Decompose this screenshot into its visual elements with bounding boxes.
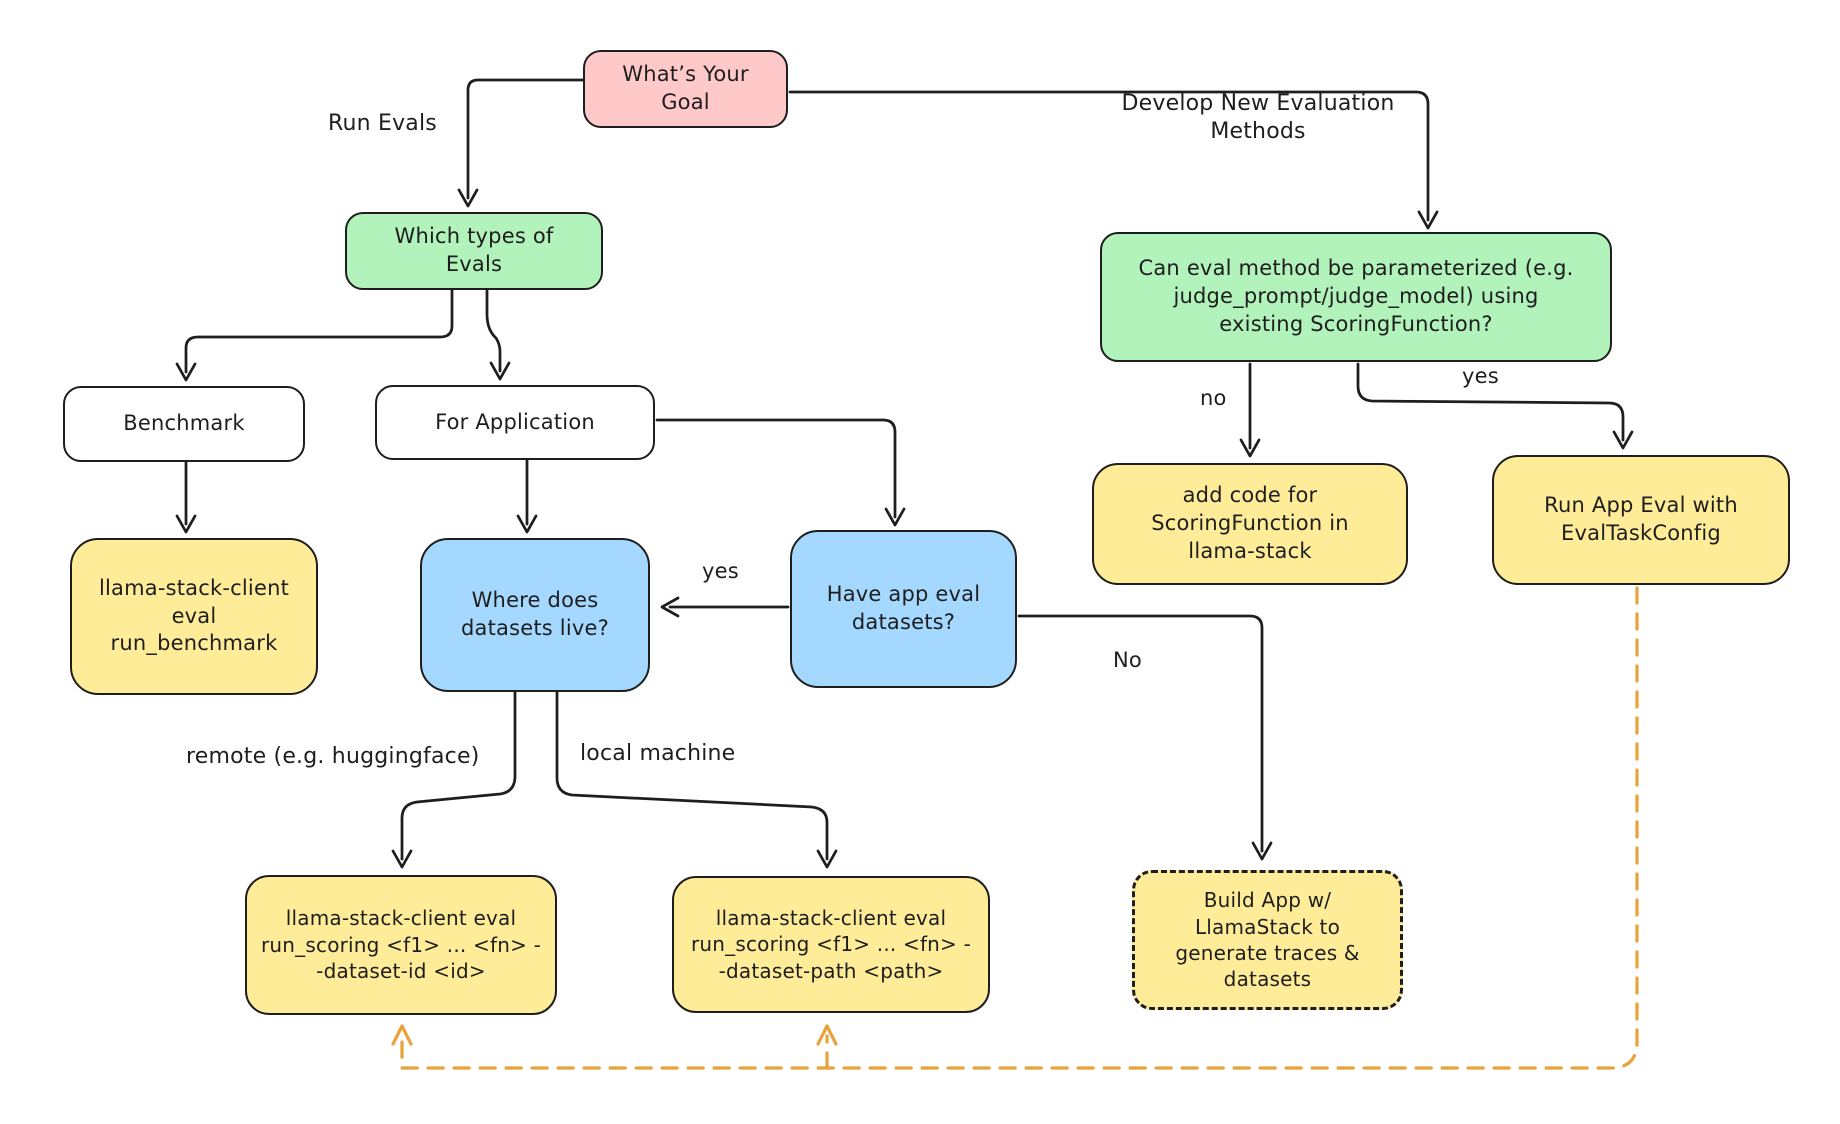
edge-label-no-have-datasets: No <box>1113 648 1142 672</box>
node-build-app-llamastack: Build App w/ LlamaStack to generate traces & datasets <box>1132 870 1403 1010</box>
edge-label-yes-parameterized: yes <box>1462 364 1499 388</box>
node-run-app-eval-evaltaskconfig: Run App Eval with EvalTaskConfig <box>1492 455 1790 585</box>
edge-label-local-machine: local machine <box>580 741 736 766</box>
edge-label-yes-have-datasets: yes <box>702 559 739 583</box>
node-add-code-scoringfunction: add code for ScoringFunction in llama-stack <box>1092 463 1408 585</box>
node-run-scoring-dataset-id-cmd: llama-stack-client eval run_scoring <f1> ... <fn> --dataset-id <id> <box>245 875 557 1015</box>
edge-where-datasets-to-run-scoring-id <box>402 692 515 859</box>
node-benchmark: Benchmark <box>63 386 305 462</box>
edge-for-application-to-have-datasets <box>657 420 895 517</box>
node-can-eval-be-parameterized: Can eval method be parameterized (e.g. judge_prompt/judge_model) using existing ScoringFunction? <box>1100 232 1612 362</box>
node-which-types-of-evals: Which types of Evals <box>345 212 603 290</box>
node-whats-your-goal: What’s Your Goal <box>583 50 788 128</box>
edge-label-develop-new-evaluation-methods: Develop New Evaluation Methods <box>1121 91 1395 144</box>
edge-label-remote-huggingface: remote (e.g. huggingface) <box>186 744 480 769</box>
edge-label-run-evals: Run Evals <box>328 111 437 136</box>
node-have-app-eval-datasets: Have app eval datasets? <box>790 530 1017 688</box>
edge-goal-to-which-types <box>468 80 588 198</box>
node-run-scoring-dataset-path-cmd: llama-stack-client eval run_scoring <f1> ... <fn> --dataset-path <path> <box>672 876 990 1013</box>
node-run-benchmark-cmd: llama-stack-client eval run_benchmark <box>70 538 318 695</box>
edge-label-no-parameterized: no <box>1200 386 1227 410</box>
edge-where-datasets-to-run-scoring-path <box>557 692 827 859</box>
node-for-application: For Application <box>375 385 655 460</box>
edge-which-types-to-for-application <box>487 290 500 371</box>
node-where-does-datasets-live: Where does datasets live? <box>420 538 650 692</box>
edge-which-types-to-benchmark <box>186 290 452 372</box>
